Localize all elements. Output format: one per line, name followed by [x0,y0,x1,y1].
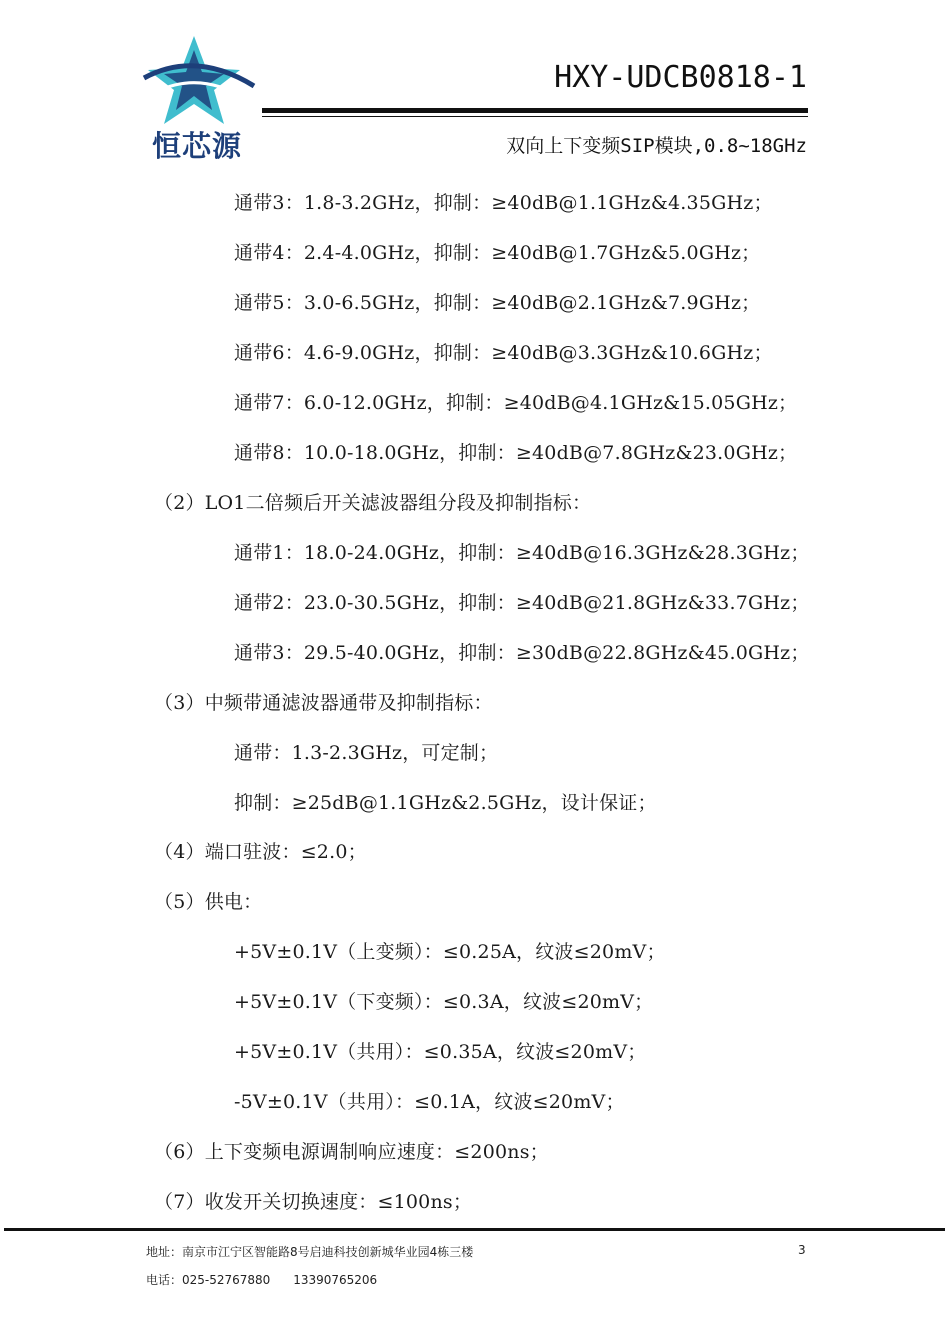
section-heading: （7）收发开关切换速度：≤100ns； [154,1191,473,1213]
spec-line: +5V±0.1V（共用）：≤0.35A，纹波≤20mV； [234,1041,647,1063]
footer-address: 地址：南京市江宁区智能路8号启迪科技创新城华业园4栋三楼 [146,1245,474,1259]
section-heading: （4）端口驻波：≤2.0； [154,841,367,863]
section-heading: （5）供电： [154,891,263,913]
spec-line: +5V±0.1V（上变频）：≤0.25A，纹波≤20mV； [234,941,666,963]
section-heading: （3）中频带通滤波器通带及抑制指标： [154,692,493,714]
spec-line: +5V±0.1V（下变频）：≤0.3A，纹波≤20mV； [234,991,654,1013]
document-subtitle: 双向上下变频SIP模块,0.8~18GHz [506,135,807,157]
spec-line: 通带6：4.6-9.0GHz，抑制：≥40dB@3.3GHz&10.6GHz； [234,342,773,364]
spec-line: 通带3：1.8-3.2GHz，抑制：≥40dB@1.1GHz&4.35GHz； [234,192,773,214]
logo-text: 恒芯源 [151,129,242,163]
footer-divider [4,1228,945,1231]
spec-line: 通带1：18.0-24.0GHz，抑制：≥40dB@16.3GHz&28.3GHz； [234,542,810,564]
spec-line: 通带5：3.0-6.5GHz，抑制：≥40dB@2.1GHz&7.9GHz； [234,292,761,314]
spec-line: 通带7：6.0-12.0GHz，抑制：≥40dB@4.1GHz&15.05GHz； [234,392,798,414]
header-divider [262,108,808,113]
spec-line: 通带8：10.0-18.0GHz，抑制：≥40dB@7.8GHz&23.0GHz； [234,442,798,464]
section-heading: （2）LO1二倍频后开关滤波器组分段及抑制指标： [154,492,592,514]
spec-line: 通带3：29.5-40.0GHz，抑制：≥30dB@22.8GHz&45.0GHz； [234,642,810,664]
spec-line: -5V±0.1V（共用）：≤0.1A，纹波≤20mV； [234,1091,625,1113]
section-heading: （6）上下变频电源调制响应速度：≤200ns； [154,1141,549,1163]
page-number: 3 [798,1243,806,1257]
footer-phone: 电话：025-52767880 13390765206 [146,1273,378,1287]
spec-line: 通带2：23.0-30.5GHz，抑制：≥40dB@21.8GHz&33.7GHz； [234,592,810,614]
document-code: HXY-UDCB0818-1 [554,60,807,95]
spec-line: 通带：1.3-2.3GHz，可定制； [234,742,499,764]
spec-line: 抑制：≥25dB@1.1GHz&2.5GHz，设计保证； [234,792,657,814]
star-logo-icon [136,30,258,130]
header-divider-thin [262,116,808,117]
spec-line: 通带4：2.4-4.0GHz，抑制：≥40dB@1.7GHz&5.0GHz； [234,242,761,264]
company-logo [136,30,258,166]
